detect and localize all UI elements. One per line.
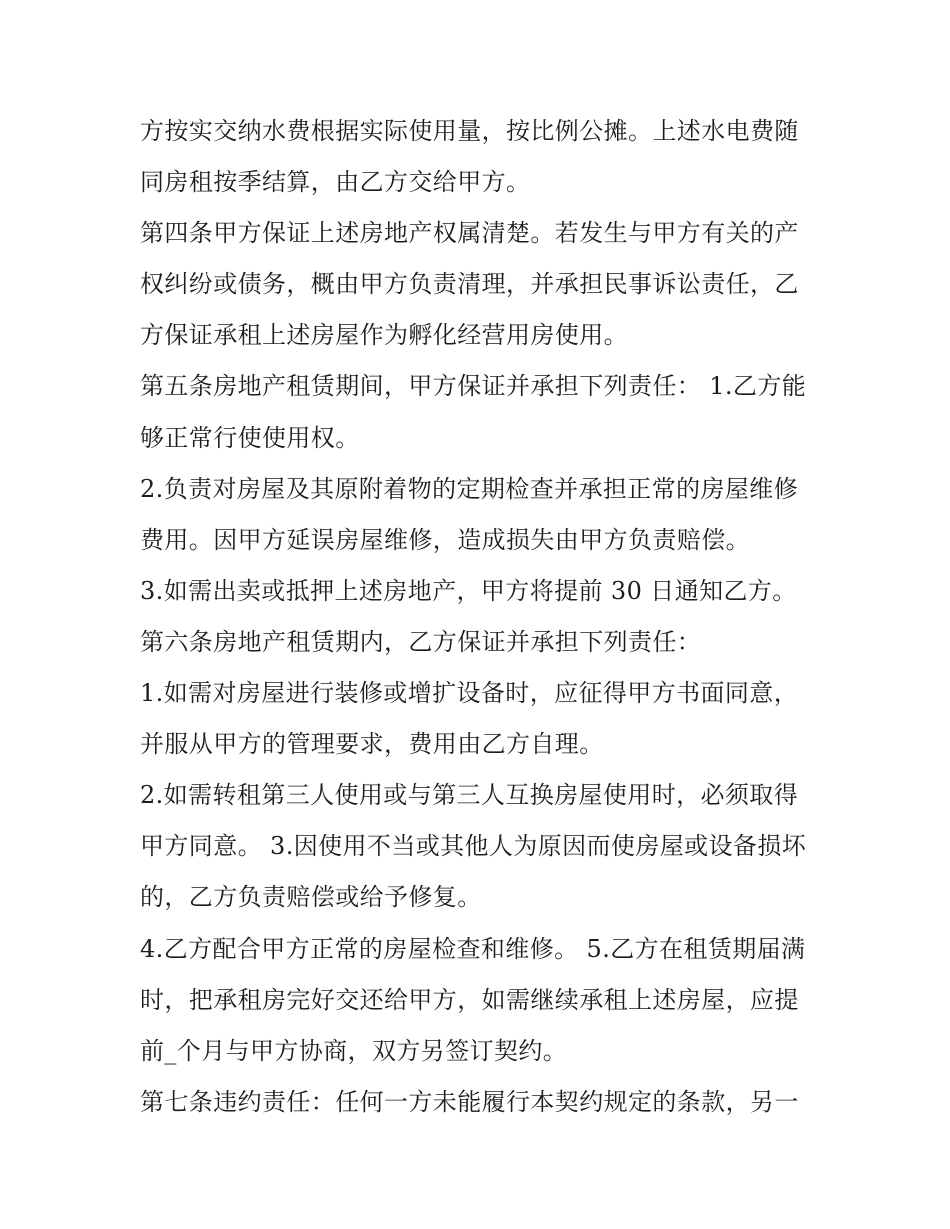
text-line: 2.负责对房屋及其原附着物的定期检查并承担正常的房屋维修: [140, 474, 799, 503]
text-line: 方保证承租上述房屋作为孵化经营用房使用。: [140, 321, 628, 350]
text-line: 第六条房地产租赁期内，乙方保证并承担下列责任：: [140, 627, 702, 656]
text-line: 第七条违约责任：任何一方未能履行本契约规定的条款，另一: [140, 1087, 799, 1116]
text-line: 的，乙方负责赔偿或给予修复。: [140, 883, 482, 912]
text-line: 2.如需转租第三人使用或与第三人互换房屋使用时，必须取得: [140, 781, 799, 810]
text-line: 够正常行使使用权。: [140, 423, 360, 452]
text-line: 3.如需出卖或抵押上述房地产，甲方将提前 30 日通知乙方。: [140, 576, 797, 605]
text-line: 时，把承租房完好交还给甲方，如需继续承租上述房屋，应提: [140, 985, 799, 1014]
document-body: [140, 106, 820, 1128]
text-line: 权纠纷或债务，概由甲方负责清理，并承担民事诉讼责任，乙: [140, 270, 799, 299]
text-line: 前_个月与甲方协商，双方另签订契约。: [140, 1036, 568, 1065]
text-line: 甲方同意。 3.因使用不当或其他人为原因而使房屋或设备损坏: [140, 832, 807, 861]
text-line: 并服从甲方的管理要求，费用由乙方自理。: [140, 730, 604, 759]
text-line: 4.乙方配合甲方正常的房屋检查和维修。 5.乙方在租赁期届满: [140, 934, 806, 963]
text-line: 费用。因甲方延误房屋维修，造成损失由甲方负责赔偿。: [140, 525, 750, 554]
text-line: 1.如需对房屋进行装修或增扩设备时，应征得甲方书面同意，: [140, 679, 799, 708]
text-line: 同房租按季结算，由乙方交给甲方。: [140, 168, 531, 197]
text-line: 第四条甲方保证上述房地产权属清楚。若发生与甲方有关的产: [140, 219, 799, 248]
text-line: 第五条房地产租赁期间，甲方保证并承担下列责任： 1.乙方能: [140, 372, 807, 401]
text-line: 方按实交纳水费根据实际使用量，按比例公摊。上述水电费随: [140, 117, 799, 145]
